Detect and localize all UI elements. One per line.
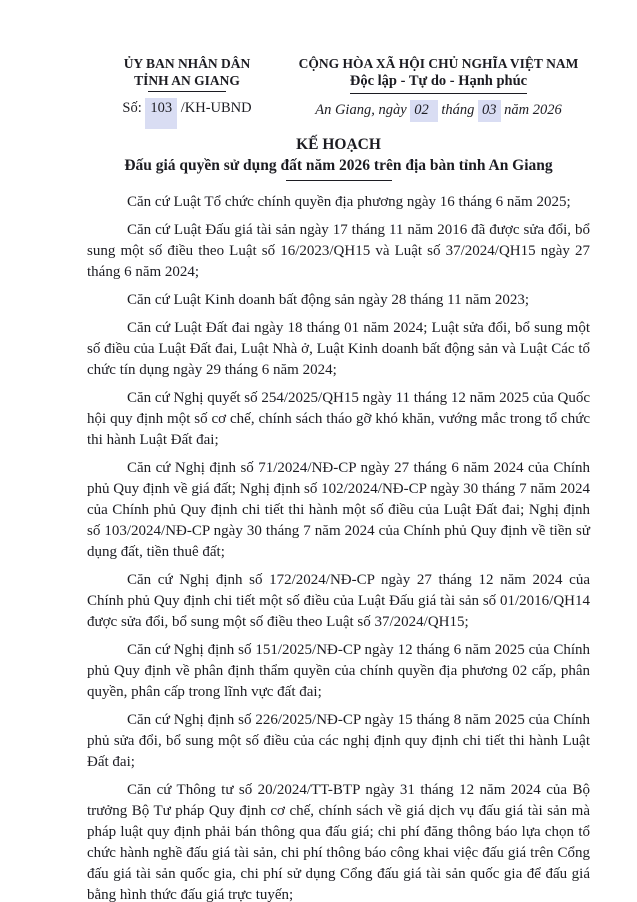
dateline-suffix: năm 2026 xyxy=(504,102,562,118)
body-paragraph: Căn cứ Luật Tổ chức chính quyền địa phương ngày 16 tháng 6 năm 2025; xyxy=(127,194,571,210)
issuing-authority-block xyxy=(87,55,287,118)
document-subject-title: Đấu giá quyền sử dụng đất năm 2026 trên địa bàn tỉnh An Giang xyxy=(124,157,553,174)
document-number-label: Số: xyxy=(122,100,142,116)
dateline-prefix: An Giang, ngày xyxy=(315,102,407,118)
document-body xyxy=(87,192,590,902)
header-left-divider xyxy=(148,91,226,92)
document-number-field[interactable]: 103 xyxy=(145,98,177,129)
document-header xyxy=(87,55,590,120)
document-title-block xyxy=(87,135,590,181)
issuing-authority-name: ỦY BAN NHÂN DÂN xyxy=(123,56,251,71)
national-motto: Độc lập - Tự do - Hạnh phúc xyxy=(350,72,527,94)
national-header-block xyxy=(287,55,590,120)
body-paragraph: Căn cứ Nghị định số 151/2025/NĐ-CP ngày 12 tháng 6 năm 2025 của Chính phủ Quy định về phân định thẩm quyền của chính quyền địa phương 02 cấp, phân quyền, phân cấp trong lĩnh vực đất đai; xyxy=(87,642,590,700)
dateline xyxy=(287,101,590,120)
dateline-month-word: tháng xyxy=(441,102,475,118)
document-type-title: KẾ HOẠCH xyxy=(296,136,381,153)
body-paragraph: Căn cứ Thông tư số 20/2024/TT-BTP ngày 31 tháng 12 năm 2024 của Bộ trưởng Bộ Tư pháp Quy định cơ chế, chính sách về giá dịch vụ đấu giá tài sản mà pháp luật quy định phải bán thông qua đấu giá; chi phí đăng thông báo lựa chọn tổ chức hành nghề đấu giá tài sản, chi phí thông báo công khai việc đấu giá trên Cổng đấu giá tài sản quốc gia, chi phí sử dụng Cổng đấu giá tài sản quốc gia để đấu giá bằng hình thức đấu giá trực tuyến; xyxy=(87,782,590,902)
date-day-field[interactable]: 02 xyxy=(410,100,438,122)
body-paragraph: Căn cứ Nghị định số 226/2025/NĐ-CP ngày 15 tháng 8 năm 2025 của Chính phủ sửa đổi, bổ sung một số điều của các nghị định quy định chi tiết thi hành Luật Đất đai; xyxy=(87,712,590,770)
body-paragraph: Căn cứ Luật Kinh doanh bất động sản ngày 28 tháng 11 năm 2023; xyxy=(127,292,530,308)
body-paragraph: Căn cứ Nghị quyết số 254/2025/QH15 ngày 11 tháng 12 năm 2025 của Quốc hội quy định một số cơ chế, chính sách tháo gỡ khó khăn, vướng mắc trong tổ chức thi hành Luật Đất đai; xyxy=(87,390,590,448)
body-paragraph: Căn cứ Nghị định số 172/2024/NĐ-CP ngày 27 tháng 12 năm 2024 của Chính phủ Quy định chi tiết một số điều của Luật Đấu giá tài sản số 01/2016/QH14 được sửa đổi, bổ sung một số điều theo Luật số 37/2024/QH15; xyxy=(87,572,590,630)
body-paragraph: Căn cứ Luật Đất đai ngày 18 tháng 01 năm 2024; Luật sửa đổi, bổ sung một số điều của Luật Đất đai, Luật Nhà ở, Luật Kinh doanh bất động sản và Luật Các tổ chức tín dụng ngày 29 tháng 6 năm 2024; xyxy=(87,320,590,378)
document-number-suffix: /KH-UBND xyxy=(180,100,252,116)
document-number-line xyxy=(87,99,287,118)
title-divider xyxy=(286,180,392,181)
date-month-field[interactable]: 03 xyxy=(478,100,501,122)
issuing-authority-province: TỈNH AN GIANG xyxy=(134,73,240,88)
national-title: CỘNG HÒA XÃ HỘI CHỦ NGHĨA VIỆT NAM xyxy=(298,56,579,71)
body-paragraph: Căn cứ Nghị định số 71/2024/NĐ-CP ngày 27 tháng 6 năm 2024 của Chính phủ Quy định về giá đất; Nghị định số 102/2024/NĐ-CP ngày 30 tháng 7 năm 2024 của Chính phủ Quy định chi tiết thi hành một số điều của Luật Đất đai; Nghị định số 103/2024/NĐ-CP ngày 30 tháng 7 năm 2024 của Chính phủ Quy định về tiền sử dụng đất, tiền thuê đất; xyxy=(87,460,590,560)
body-paragraph: Căn cứ Luật Đấu giá tài sản ngày 17 tháng 11 năm 2016 đã được sửa đổi, bổ sung một số điều theo Luật số 16/2023/QH15 và Luật số 37/2024/QH15 ngày 27 tháng 6 năm 2024; xyxy=(87,222,590,280)
